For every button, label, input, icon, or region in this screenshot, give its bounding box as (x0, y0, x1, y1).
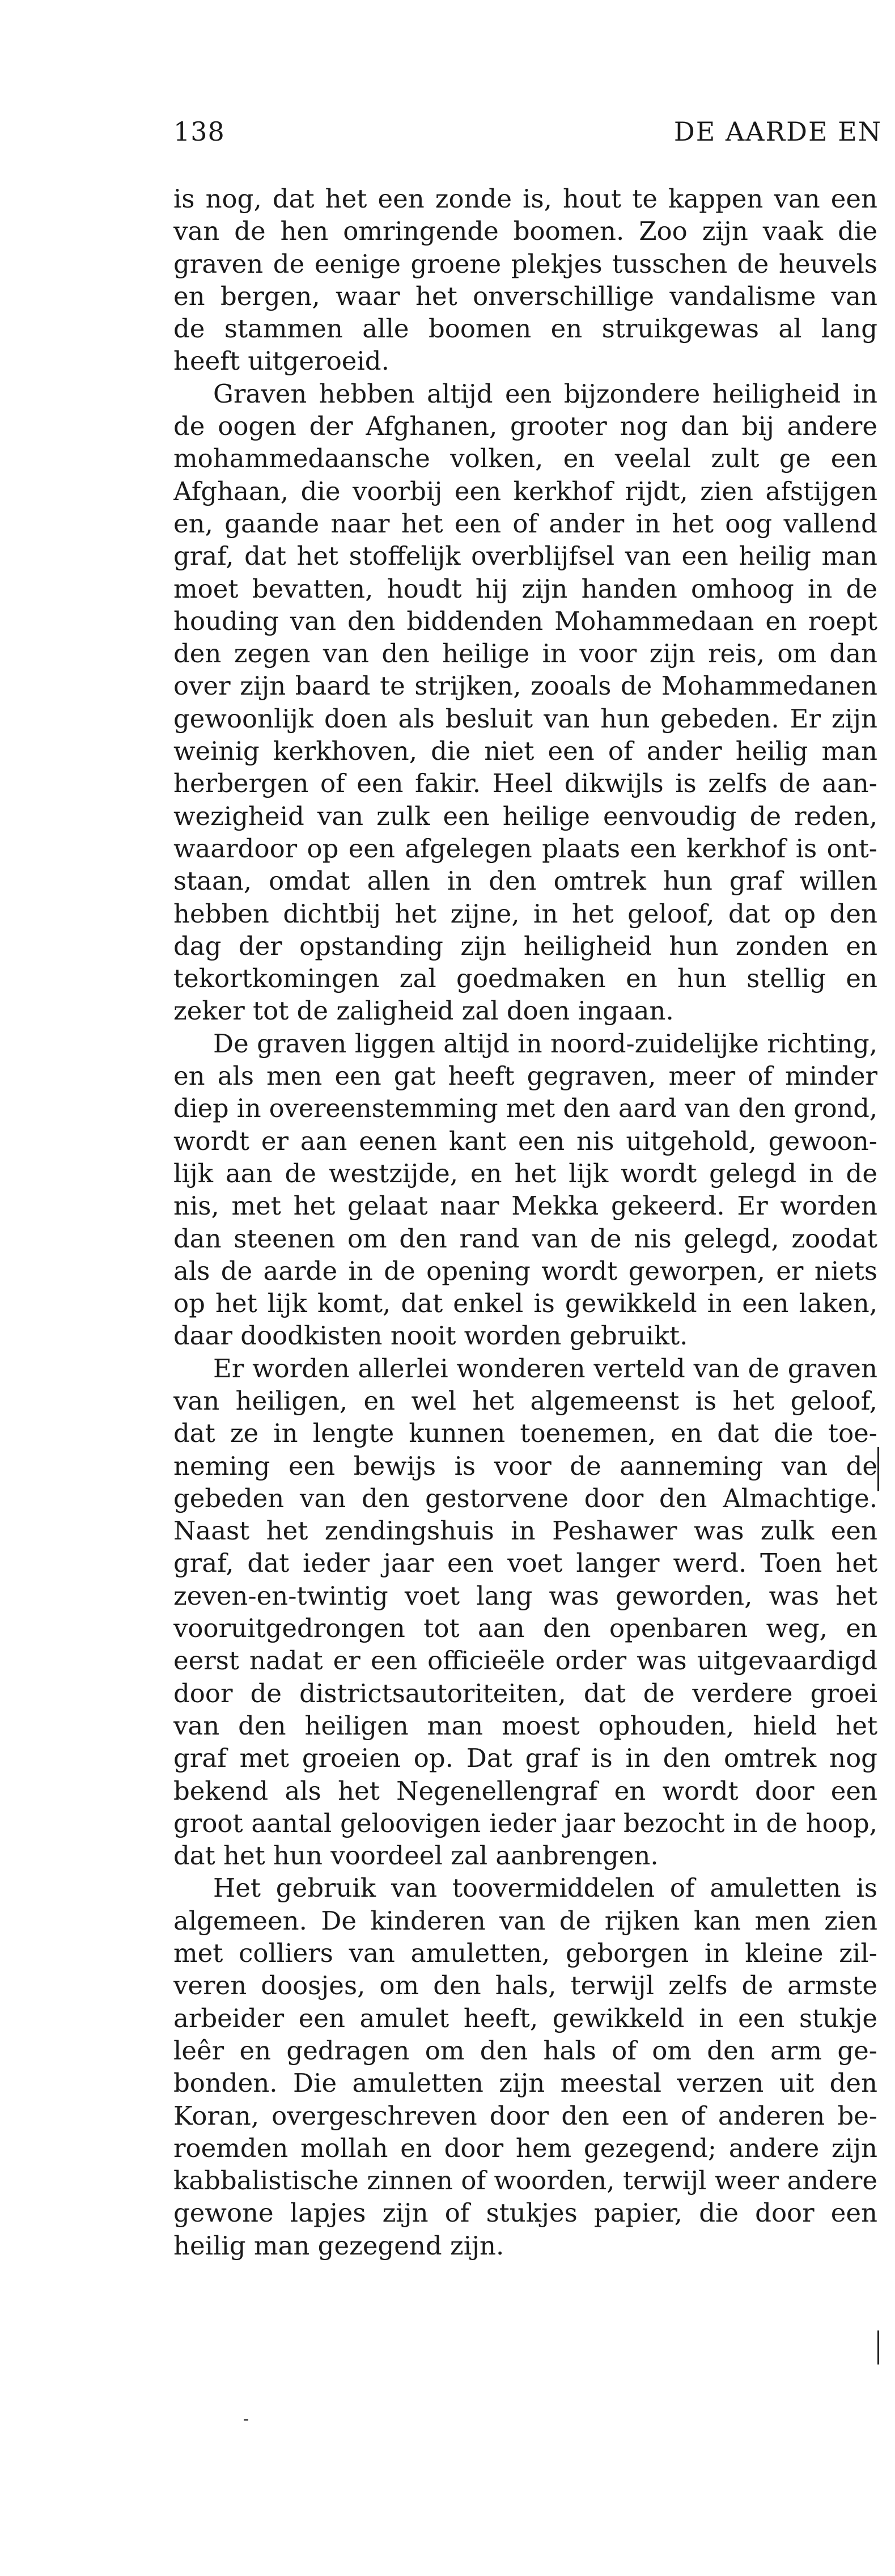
page-number: 138 (173, 116, 225, 147)
text-line: waardoor op een afgelegen plaats een kerkhof is ont- (173, 833, 877, 864)
text-line: heeft uitgeroeid. (173, 346, 389, 377)
right-margin-mark (877, 1447, 879, 1491)
text-line: vooruitgedrongen tot aan den openbaren weg, en (173, 1613, 877, 1644)
text-line: kabbalistische zinnen of woorden, terwijl weer andere (173, 2165, 877, 2196)
text-line: Het gebruik van toovermiddelen of amuletten is (213, 1873, 877, 1904)
text-line: lijk aan de westzijde, en het lijk wordt gelegd in de (173, 1158, 877, 1188)
text-line: over zijn baard te strijken, zooals de Mohammedanen (173, 671, 877, 701)
text-line: en bergen, waar het onverschillige vandalisme van (173, 281, 877, 311)
text-line: herbergen of een fakir. Heel dikwijls is zelfs de aan- (173, 768, 877, 799)
text-line: van den heiligen man moest ophouden, hield het (173, 1710, 877, 1741)
text-line: gewone lapjes zijn of stukjes papier, die door een (173, 2198, 877, 2228)
text-line: zeven-en-twintig voet lang was geworden, was het (173, 1580, 877, 1611)
text-line: weinig kerkhoven, die niet een of ander heilig man (173, 736, 877, 767)
text-line: nis, met het gelaat naar Mekka gekeerd. Er worden (173, 1191, 877, 1221)
text-line: houding van den biddenden Mohammedaan en roept (173, 606, 877, 636)
text-line: moet bevatten, houdt hij zijn handen omhoog in de (173, 573, 877, 604)
text-line: algemeen. De kinderen van de rijken kan men zien (173, 1905, 877, 1936)
bottom-dash-mark (244, 2419, 248, 2421)
text-line: Naast het zendingshuis in Peshawer was zulk een (173, 1516, 877, 1546)
text-line: als de aarde in de opening wordt geworpen, er niets (173, 1255, 877, 1286)
text-line: de oogen der Afghanen, grooter nog dan bij andere (173, 411, 877, 442)
text-line: bekend als het Negenellengraf en wordt door een (173, 1775, 877, 1806)
text-line: gebeden van den gestorvene door den Almachtige. (173, 1483, 877, 1513)
text-line: leêr en gedragen om den hals of om den arm ge- (173, 2035, 877, 2066)
text-line: met colliers van amuletten, geborgen in kleine zil- (173, 1938, 877, 1969)
text-line: zeker tot de zaligheid zal doen ingaan. (173, 996, 674, 1026)
text-line: arbeider een amulet heeft, gewikkeld in een stukje (173, 2003, 877, 2033)
text-line: en als men een gat heeft gegraven, meer of minder (173, 1061, 877, 1092)
text-line: gewoonlijk doen als besluit van hun gebeden. Er zijn (173, 703, 877, 734)
text-line: eerst nadat er een officieële order was uitgevaardigd (173, 1646, 877, 1676)
running-title: DE AARDE EN (673, 116, 882, 147)
body-text (173, 183, 877, 2262)
text-line: van de hen omringende boomen. Zoo zijn vaak die (173, 216, 877, 247)
text-line: Afghaan, die voorbij een kerkhof rijdt, zien afstijgen (173, 476, 877, 506)
text-line: dan steenen om den rand van de nis gelegd, zoodat (173, 1223, 877, 1254)
text-line: Er worden allerlei wonderen verteld van de graven (213, 1353, 877, 1384)
text-line: staan, omdat allen in den omtrek hun graf willen (173, 866, 877, 896)
text-line: Graven hebben altijd een bijzondere heiligheid in (213, 378, 877, 409)
running-head (173, 113, 882, 150)
text-line: Koran, overgeschreven door den een of anderen be- (173, 2100, 877, 2131)
text-line: mohammedaansche volken, en veelal zult ge een (173, 443, 877, 474)
text-line: dag der opstanding zijn heiligheid hun zonden en (173, 930, 877, 961)
text-line: bonden. Die amuletten zijn meestal verzen uit den (173, 2068, 877, 2099)
text-line: is nog, dat het een zonde is, hout te kappen van een (173, 184, 877, 214)
text-line: roemden mollah en door hem gezegend; andere zijn (173, 2133, 877, 2163)
text-line: graf, dat het stoffelijk overblijfsel van een heilig man (173, 541, 877, 572)
text-line: door de districtsautoriteiten, dat de verdere groei (173, 1678, 877, 1708)
text-line: en, gaande naar het een of ander in het oog vallend (173, 508, 877, 539)
text-line: van heiligen, en wel het algemeenst is het geloof, (173, 1385, 877, 1416)
text-line: neming een bewijs is voor de aanneming van de (173, 1450, 877, 1481)
text-line: diep in overeenstemming met den aard van den grond, (173, 1093, 877, 1124)
text-line: De graven liggen altijd in noord-zuidelijke richting, (213, 1028, 877, 1059)
text-line: de stammen alle boomen en struikgewas al lang (173, 314, 877, 344)
text-line: dat het hun voordeel zal aanbrengen. (173, 1841, 659, 1871)
text-line: den zegen van den heilige in voor zijn reis, om dan (173, 638, 877, 669)
text-line: wordt er aan eenen kant een nis uitgehold, gewoon- (173, 1126, 877, 1156)
text-line: hebben dichtbij het zijne, in het geloof, dat op den (173, 898, 877, 929)
text-line: daar doodkisten nooit worden gebruikt. (173, 1321, 688, 1351)
text-line: graf met groeien op. Dat graf is in den omtrek nog (173, 1743, 877, 1774)
text-line: op het lijk komt, dat enkel is gewikkeld in een laken, (173, 1288, 877, 1319)
text-line: dat ze in lengte kunnen toenemen, en dat die toe- (173, 1418, 877, 1449)
text-line: wezigheid van zulk een heilige eenvoudig de reden, (173, 801, 877, 831)
right-margin-mark (877, 2330, 879, 2364)
text-line: groot aantal geloovigen ieder jaar bezocht in de hoop, (173, 1808, 877, 1838)
text-line: graf, dat ieder jaar een voet langer werd. Toen het (173, 1548, 877, 1579)
text-line: veren doosjes, om den hals, terwijl zelfs de armste (173, 1970, 877, 2001)
text-line: graven de eenige groene plekjes tusschen de heuvels (173, 248, 877, 279)
text-line: tekortkomingen zal goedmaken en hun stellig en (173, 963, 877, 994)
text-line: heilig man gezegend zijn. (173, 2230, 504, 2261)
